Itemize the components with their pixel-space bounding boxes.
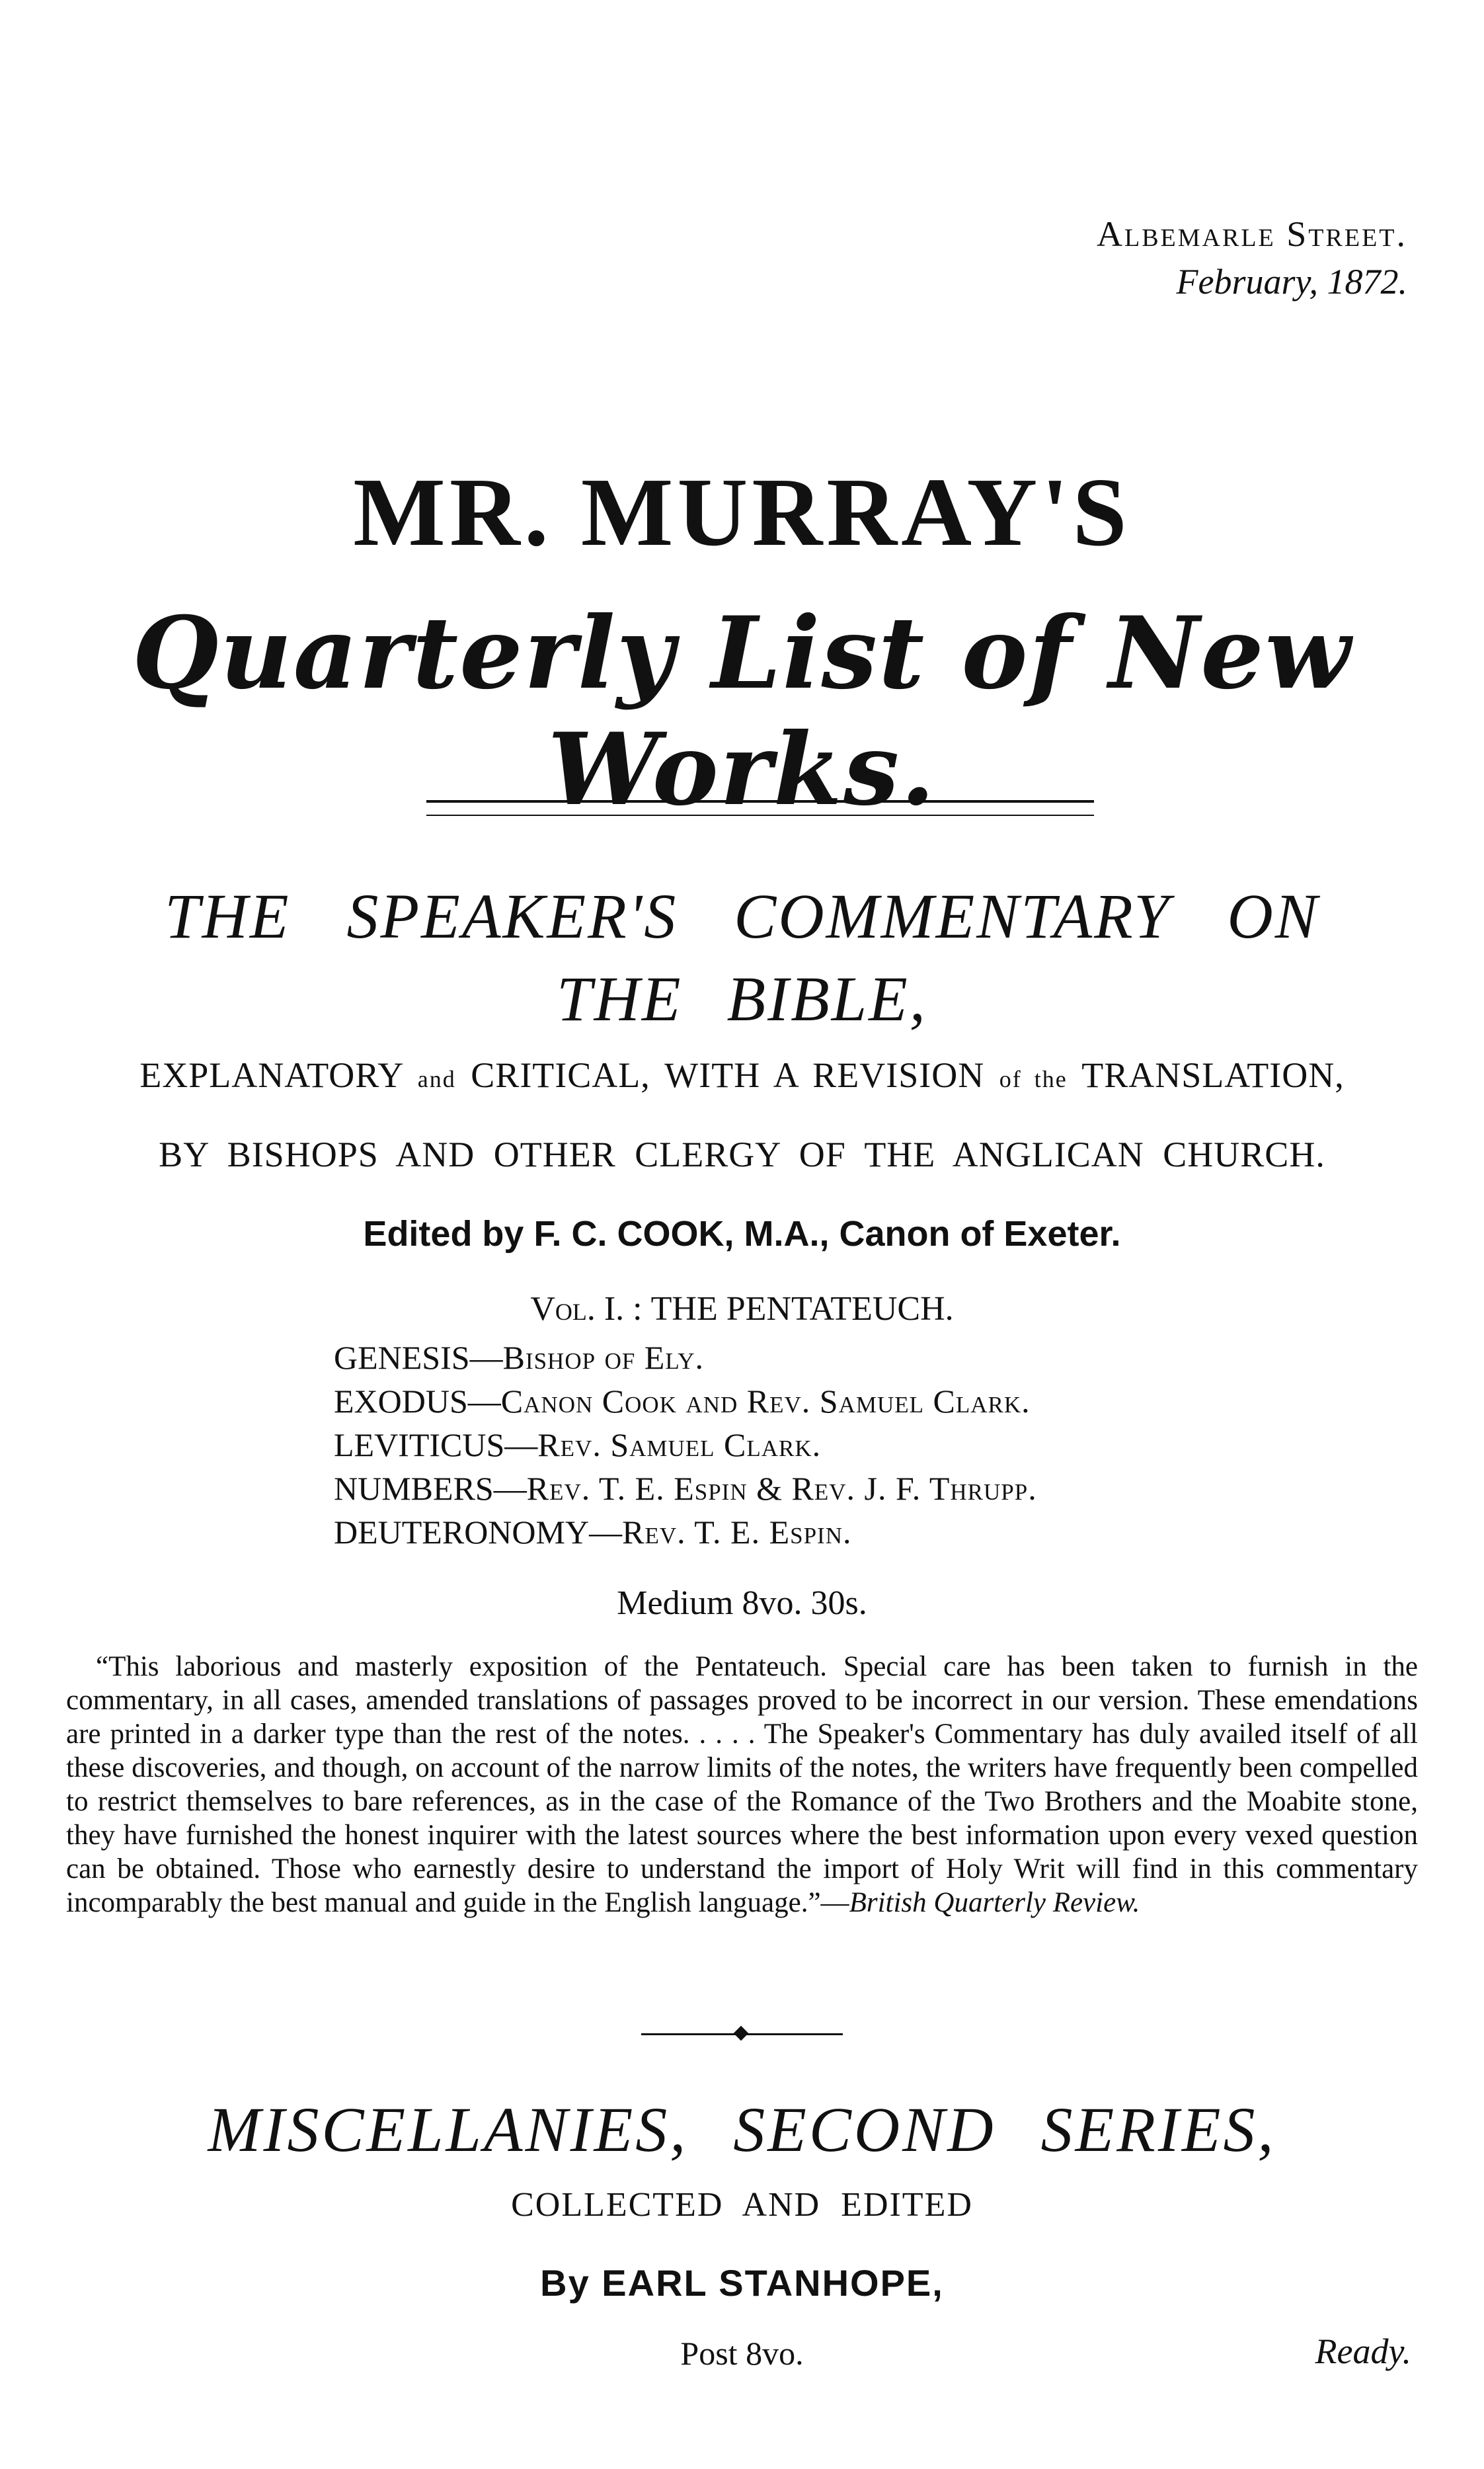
miscellanies-format: Post 8vo. <box>680 2335 804 2372</box>
miscellanies-collected: COLLECTED AND EDITED <box>511 2186 973 2224</box>
address-date: February, 1872. <box>1176 262 1407 302</box>
book-author: Rev. T. E. Espin & Rev. J. F. Thrupp. <box>526 1470 1037 1507</box>
masthead-subtitle: Quarterly List of New Works. <box>132 595 1352 828</box>
desc-part: EXPLANATORY <box>139 1055 418 1095</box>
volume-title: THE PENTATEUCH. <box>650 1290 954 1328</box>
book-name: DEUTERONOMY— <box>334 1514 623 1551</box>
desc-part: and <box>417 1066 456 1092</box>
review-quote <box>66 1650 1418 1920</box>
list-item <box>334 1423 1037 1467</box>
commentary-price: Medium 8vo. 30s. <box>617 1584 867 1622</box>
list-item <box>334 1379 1037 1423</box>
book-author: Rev. Samuel Clark. <box>537 1426 822 1463</box>
contents-list <box>334 1336 1037 1554</box>
book-author: Bishop of Ely. <box>502 1339 705 1376</box>
book-name: GENESIS— <box>334 1339 503 1376</box>
masthead-title: MR. MURRAY'S <box>353 458 1131 567</box>
list-item <box>334 1467 1037 1510</box>
miscellanies-title: MISCELLANIES, SECOND SERIES, <box>208 2094 1276 2165</box>
double-rule-divider <box>426 800 1094 816</box>
ornament-diamond-icon <box>734 2026 749 2041</box>
commentary-description <box>0 1055 1484 1096</box>
desc-part: TRANSLATION, <box>1067 1055 1345 1095</box>
miscellanies-author: By EARL STANHOPE, <box>540 2262 944 2304</box>
review-text: “This laborious and masterly exposition of the Pentateuch. Special care has been taken to furnish in the commentary, in all cases, amended translations of passages proved to be incorrect in our version. These emendations are printed in a darker type than the rest of the notes. . . . . The Speaker's Commentary has duly availed itself of all these discoveries, and though, on account of the narrow limits of the notes, the writers have frequently been compelled to restrict themselves to bare references, as in the case of the Romance of the Two Brothers and the Moabite stone, they have furnished the honest inquirer with the latest sources where the best information upon every vexed question can be obtained. Those who earnestly desire to understand the import of Holy Writ will find in this commentary incomparably the best manual and guide in the English language.”— <box>66 1651 1418 1918</box>
volume-number: Vol. I. : <box>530 1290 651 1328</box>
miscellanies-status: Ready. <box>1315 2331 1411 2371</box>
commentary-title-line2: THE BIBLE, <box>557 963 927 1034</box>
book-author: Canon Cook and Rev. Samuel Clark. <box>500 1383 1031 1420</box>
commentary-title-line1: THE SPEAKER'S COMMENTARY ON <box>165 881 1319 951</box>
address-street: Albemarle Street. <box>1097 214 1407 254</box>
book-name: LEVITICUS— <box>334 1426 538 1463</box>
desc-part: CRITICAL, WITH A REVISION <box>455 1055 999 1095</box>
publisher-address <box>1097 210 1407 305</box>
commentary-description-line2: BY BISHOPS AND OTHER CLERGY OF THE ANGLICAN CHURCH. <box>159 1135 1325 1174</box>
desc-part: of the <box>999 1066 1068 1092</box>
list-item <box>334 1510 1037 1554</box>
book-name: NUMBERS— <box>334 1470 527 1507</box>
list-item <box>334 1336 1037 1379</box>
commentary-volume <box>0 1289 1484 1328</box>
commentary-editor: Edited by F. C. COOK, M.A., Canon of Exeter. <box>363 1214 1121 1254</box>
review-source: British Quarterly Review. <box>849 1887 1140 1918</box>
book-author: Rev. T. E. Espin. <box>622 1514 852 1551</box>
book-name: EXODUS— <box>334 1383 501 1420</box>
